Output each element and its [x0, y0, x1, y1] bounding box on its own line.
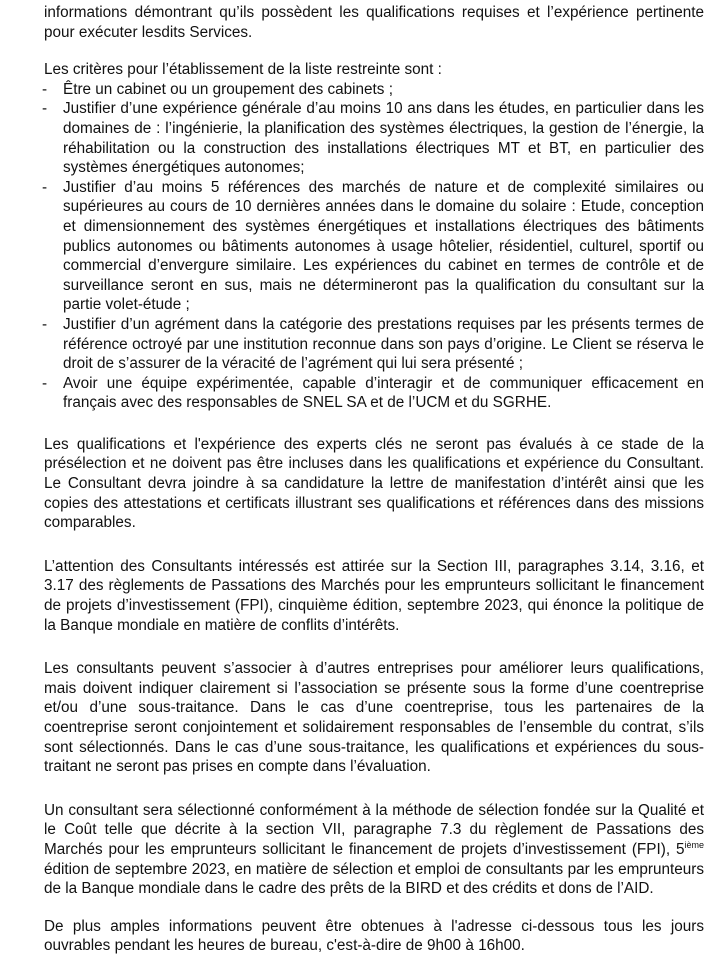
criteria-item	[44, 178, 704, 315]
criteria-item-text: Justifier d’au moins 5 références des marchés de nature et de complexité similaires ou supérieures au cours de 10 dernières années dans le domaine du solaire : Etude, conception et dimensionnement des systèmes énergétiques et installations électriques des bâtiments publics autonomes ou bâtiments autonomes à usage hôtelier, résidentiel, culturel, sportif ou commercial d’envergure similaire. Les expériences du cabinet en termes de contrôle et de surveillance seront en sus, mais ne détermineront pas la qualification du consultant sur la partie volet-étude ;	[63, 178, 704, 314]
bullet-dash: -	[42, 100, 48, 118]
criteria-list	[44, 80, 704, 413]
criteria-item	[44, 80, 704, 100]
criteria-heading: Les critères pour l’établissement de la liste restreinte sont :	[44, 61, 442, 79]
bullet-dash: -	[42, 80, 48, 98]
bullet-dash: -	[42, 374, 48, 392]
edition-superscript: ième	[684, 839, 704, 850]
criteria-item-text: Justifier d’un agrément dans la catégorie des prestations requises par les présents termes de référence octroyé par une institution reconnue dans son pays d’origine. Le Client se réserva le droit de s’assurer de la véracité de l’agrément qui lui sera présenté ;	[63, 315, 704, 373]
selection-paragraph	[44, 801, 704, 899]
criteria-item-text: Justifier d’une expérience générale d’au moins 10 ans dans les études, en particulier dans les domaines de : l’ingénierie, la planification des systèmes électriques, la gestion de l’énergie, la réhabilitation ou la construction des installations électriques MT et BT, en particulier des systèmes énergétiques autonomes;	[63, 100, 704, 177]
criteria-item-text: Avoir une équipe expérimentée, capable d’interagir et de communiquer efficacement en français avec des responsables de SNEL SA et de l’UCM et du SGRHE.	[63, 374, 704, 412]
attention-paragraph: L’attention des Consultants intéressés est attirée sur la Section III, paragraphes 3.14, 3.16, et 3.17 des règlements de Passations des Marchés pour les emprunteurs sollicitant le financement de projets d’investissement (FPI), cinquième édition, septembre 2023, qui énonce la politique de la Banque mondiale en matière de conflits d’intérêts.	[44, 557, 704, 634]
criteria-item	[44, 99, 704, 177]
criteria-item-text: Être un cabinet ou un groupement des cabinets ;	[63, 80, 393, 98]
information-paragraph: De plus amples informations peuvent être obtenues à l'adresse ci-dessous tous les jours ouvrables pendant les heures de bureau, c'est-à-dire de 9h00 à 16h00.	[44, 917, 704, 955]
selection-text-end: édition de septembre 2023, en matière de sélection et emploi de consultants par les emprunteurs de la Banque mondiale dans le cadre des prêts de la BIRD et des crédits et dons de l’AID.	[44, 860, 704, 898]
document-page	[44, 3, 704, 956]
criteria-item	[44, 374, 704, 413]
criteria-item	[44, 315, 704, 374]
association-paragraph: Les consultants peuvent s’associer à d’autres entreprises pour améliorer leurs qualifications, mais doivent indiquer clairement si l’association se présente sous la forme d’une coentreprise et/ou d’une sous-traitance. Dans le cas d’une coentreprise, tous les partenaires de la coentreprise seront conjointement et solidairement responsables de l’ensemble du contrat, s’ils sont sélectionnés. Dans le cas d’une sous-traitance, les qualifications et expériences du sous-traitant ne seront pas prises en compte dans l’évaluation.	[44, 660, 704, 776]
intro-continuation: informations démontrant qu’ils possèdent les qualifications requises et l’expérience pertinente pour exécuter lesdits Services.	[44, 4, 704, 41]
qualifications-paragraph: Les qualifications et l'expérience des experts clés ne seront pas évalués à ce stade de la présélection et ne doivent pas être incluses dans les qualifications et expérience du Consultant. Le Consultant devra joindre à sa candidature la lettre de manifestation d’intérêt ainsi que les copies des attestations et certificats illustrant ses qualifications et références dans des missions comparables.	[44, 435, 704, 532]
bullet-dash: -	[42, 178, 48, 196]
bullet-dash: -	[42, 315, 48, 333]
selection-text-start: Un consultant sera sélectionné conformément à la méthode de sélection fondée sur la Qualité et le Coût telle que décrite à la section VII, paragraphe 7.3 du règlement de Passations des Marchés pour les emprunteurs sollicitant le financement de projets d’investissement (FPI), 5	[44, 801, 704, 858]
